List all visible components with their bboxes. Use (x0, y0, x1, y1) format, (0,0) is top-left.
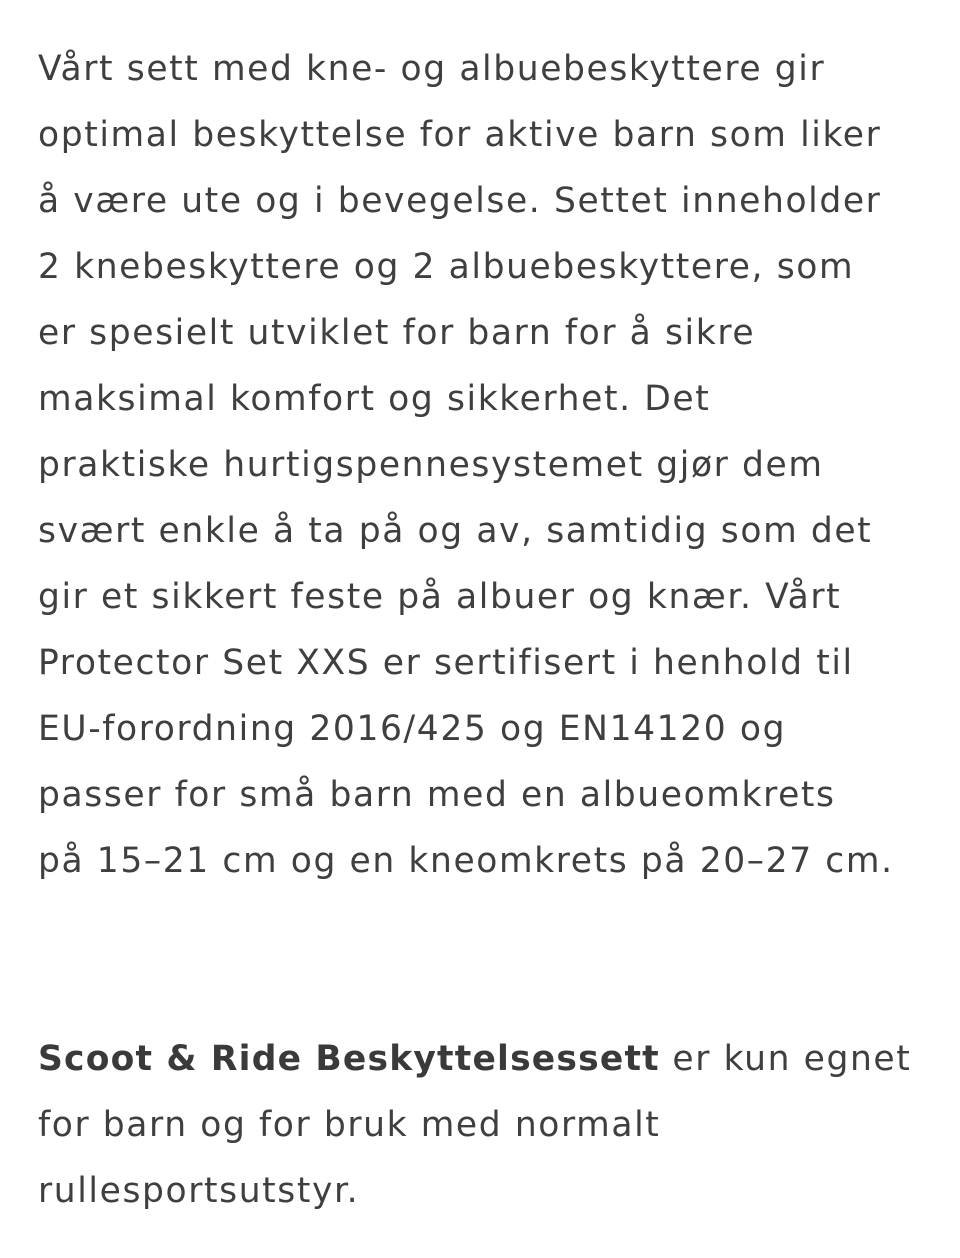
usage-note-paragraph (38, 1026, 928, 1224)
usage-note-line: rullesportsutstyr. (38, 1171, 360, 1211)
product-description (38, 36, 928, 1224)
description-paragraph (38, 36, 928, 894)
description-line: EU-forordning 2016/425 og EN14120 og (38, 709, 787, 749)
description-line: Vårt sett med kne- og albuebeskyttere gir (38, 49, 826, 89)
description-line: Protector Set XXS er sertifisert i henhold til (38, 643, 854, 683)
description-line: å være ute og i bevegelse. Settet inneholder (38, 181, 882, 221)
description-line: 2 knebeskyttere og 2 albuebeskyttere, som (38, 247, 855, 287)
product-name: Scoot & Ride Beskyttelsessett (38, 1039, 660, 1079)
description-line: passer for små barn med en albueomkrets (38, 775, 836, 815)
description-line: praktiske hurtigspennesystemet gjør dem (38, 445, 824, 485)
description-line: gir et sikkert feste på albuer og knær. Vårt (38, 577, 842, 617)
description-line: optimal beskyttelse for aktive barn som liker (38, 115, 882, 155)
usage-note-text: er kun egnet (659, 1039, 912, 1079)
usage-note-line (38, 1026, 928, 1092)
description-line: svært enkle å ta på og av, samtidig som det (38, 511, 873, 551)
description-line: på 15–21 cm og en kneomkrets på 20–27 cm. (38, 841, 894, 881)
description-line: er spesielt utviklet for barn for å sikre (38, 313, 756, 353)
description-line: maksimal komfort og sikkerhet. Det (38, 379, 711, 419)
usage-note-line: for barn og for bruk med normalt (38, 1105, 661, 1145)
